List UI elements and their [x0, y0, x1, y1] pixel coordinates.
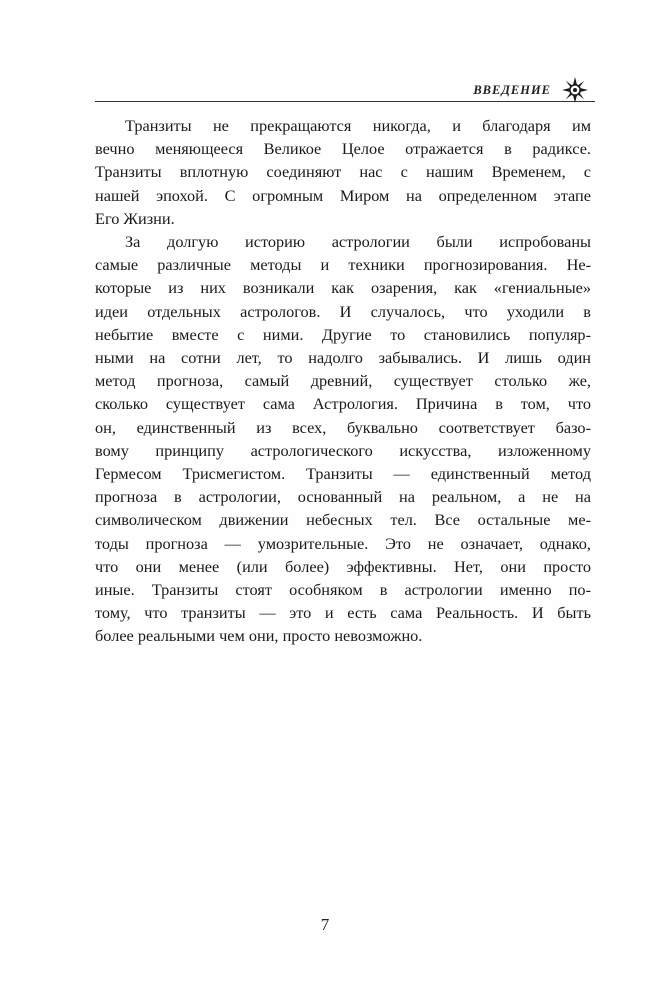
text-line: вечно меняющееся Великое Целое отражается в радиксе.	[95, 139, 591, 159]
text-line: тоды прогноза — умозрительные. Это не означает, однако,	[95, 533, 591, 553]
text-line: что они менее (или более) эффективны. Нет, они просто	[95, 556, 591, 576]
header-rule	[95, 101, 595, 102]
text-line: нашей эпохой. С огромным Миром на определенном этапе	[95, 185, 591, 205]
page-number: 7	[320, 915, 330, 934]
text-line: которые из них возникали как озарения, как «гениальные»	[95, 278, 591, 298]
text-line: он, единственный из всех, буквально соответствует базо-	[95, 417, 591, 437]
sun-icon	[561, 76, 589, 104]
text-line: Транзиты не прекращаются никогда, и благодаря им	[125, 116, 591, 135]
text-line: символическом движении небесных тел. Все остальные ме-	[95, 510, 591, 530]
body-text	[95, 114, 591, 648]
text-line: иные. Транзиты стоят особняком в астрологии именно по-	[95, 580, 591, 600]
text-line: За долгую историю астрологии были испробованы	[125, 232, 591, 252]
text-line: сколько существует сама Астрология. Причина в том, что	[95, 394, 591, 414]
text-line: самые различные методы и техники прогнозирования. Не-	[95, 255, 591, 275]
text-line: Транзиты вплотную соединяют нас с нашим Временем, с	[95, 162, 591, 182]
paragraph-1	[95, 114, 591, 230]
text-line: Гермесом Трисмегистом. Транзиты — единственный метод	[95, 464, 591, 484]
text-line: Его Жизни.	[95, 208, 175, 228]
running-header	[95, 74, 595, 104]
section-title: ВВЕДЕНИЕ	[473, 83, 551, 97]
text-line: более реальными чем они, просто невозможно.	[95, 626, 423, 646]
text-line: метод прогноза, самый древний, существует столько же,	[95, 371, 591, 391]
paragraph-2	[95, 230, 591, 648]
text-line: вому принципу астрологического искусства, изложенному	[95, 440, 591, 460]
text-line: тому, что транзиты — это и есть сама Реальность. И быть	[95, 603, 591, 623]
text-line: прогноза в астрологии, основанный на реальном, а не на	[95, 487, 591, 507]
text-line: идеи отдельных астрологов. И случалось, что уходили в	[95, 301, 591, 321]
text-line: небытие вместе с ними. Другие то становились популяр-	[95, 324, 591, 344]
text-line: ными на сотни лет, то надолго забывались. И лишь один	[95, 348, 591, 368]
